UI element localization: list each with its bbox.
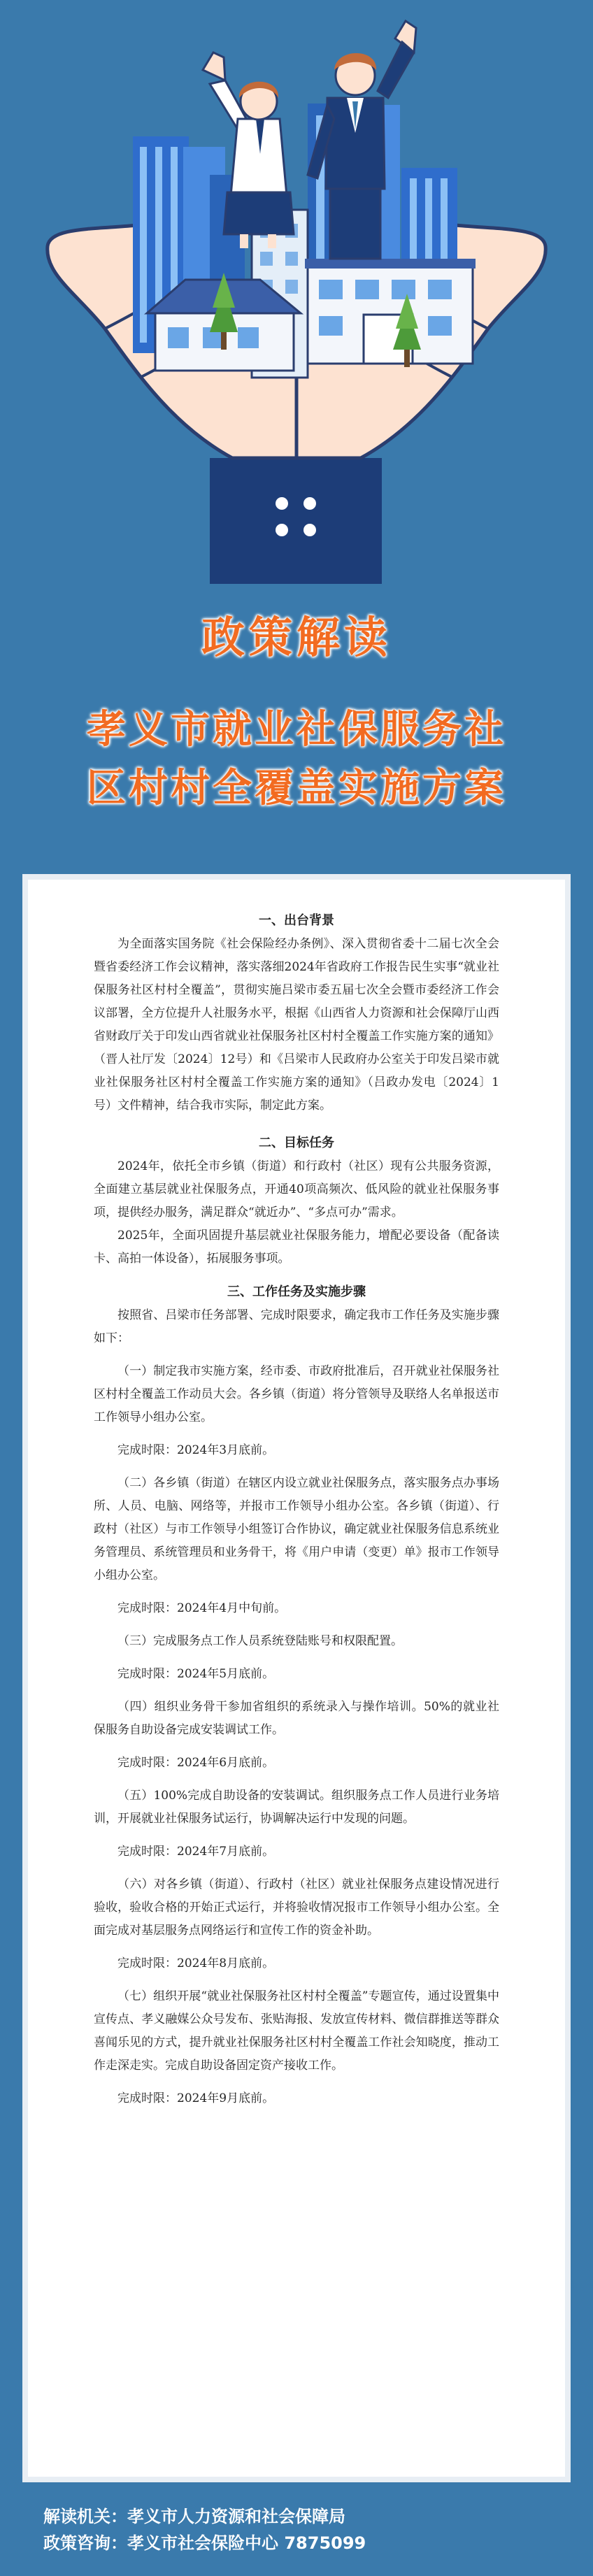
footer bbox=[43, 2503, 366, 2556]
paragraph: （二）各乡镇（街道）在辖区内设立就业社保服务点，落实服务点办事场所、人员、电脑、网络等，并报市工作领导小组办公室。各乡镇（街道）、行政村（社区）与市工作领导小组签订合作协议，确定就业社保服务信息系统业务管理员、系统管理员和业务骨干，将《用户申请（变更）单》报市工作领导小组办公室。 bbox=[94, 1476, 499, 1582]
section-heading-background: 一、出台背景 bbox=[259, 913, 334, 928]
paragraph: （五）100%完成自助设备的安装调试。组织服务点工作人员进行业务培训，开展就业社保服务试运行，协调解决运行中发现的问题。 bbox=[94, 1789, 499, 1826]
paragraph: 按照省、吕梁市任务部署、完成时限要求，确定我市工作任务及实施步骤如下： bbox=[94, 1308, 499, 1345]
deadline-text: 完成时限：2024年3月底前。 bbox=[117, 1443, 275, 1457]
deadline-text: 完成时限：2024年5月底前。 bbox=[117, 1667, 275, 1681]
city-buildings-icon bbox=[133, 103, 476, 378]
deadline-text: 完成时限：2024年7月底前。 bbox=[117, 1845, 275, 1859]
document-body bbox=[94, 909, 499, 2110]
paragraph: 2025年，全面巩固提升基层就业社保服务能力，增配必要设备（配备读卡、高拍一体设备），拓展服务事项。 bbox=[94, 1229, 499, 1266]
page-title-line: 孝义市就业社保服务社 bbox=[87, 707, 506, 752]
section-kicker: 政策解读 bbox=[201, 612, 392, 663]
hero-illustration bbox=[0, 0, 593, 594]
page-title-line: 区村村全覆盖实施方案 bbox=[87, 766, 506, 811]
paragraph: （四）组织业务骨干参加省组织的系统录入与操作培训。50%的就业社保服务自助设备完成安装调试工作。 bbox=[94, 1700, 499, 1737]
section-heading-steps: 三、工作任务及实施步骤 bbox=[227, 1285, 366, 1299]
paragraph: （三）完成服务点工作人员系统登陆账号和权限配置。 bbox=[117, 1634, 403, 1648]
deadline-text: 完成时限：2024年4月中旬前。 bbox=[117, 1601, 287, 1615]
footer-contact: 政策咨询：孝义市社会保险中心 7875099 bbox=[43, 2533, 366, 2553]
paragraph: 为全面落实国务院《社会保险经办条例》、深入贯彻省委十二届七次全会暨省委经济工作会议精神，落实落细2024年省政府工作报告民生实事“就业社保服务社区村村全覆盖”，贯彻实施吕梁市委五届七次全会暨市委经济工作会议部署，全方位提升人社服务水平，根据《山西省人力资源和社会保障厅山西省财政厅关于印发山西省就业社保服务社区村村全覆盖工作实施方案的通知》（晋人社厅发〔2024〕12号）和《吕梁市人民政府办公室关于印发吕梁市就业社保服务社区村村全覆盖工作实施方案的通知》（吕政办发电〔2024〕1号）文件精神，结合我市实际，制定此方案。 bbox=[94, 937, 499, 1112]
footer-issuer: 解读机关：孝义市人力资源和社会保障局 bbox=[43, 2507, 345, 2526]
paragraph: （七）组织开展“就业社保服务社区村村全覆盖”专题宣传，通过设置集中宣传点、孝义融媒公众号发布、张贴海报、发放宣传材料、微信群推送等群众喜闻乐见的方式，提升就业社保服务社区村村全覆盖工作社会知晓度，推动工作走深走实。完成自助设备固定资产接收工作。 bbox=[94, 1989, 499, 2073]
document-card bbox=[22, 874, 571, 2482]
deadline-text: 完成时限：2024年9月底前。 bbox=[117, 2091, 275, 2105]
paragraph: （六）对各乡镇（街道）、行政村（社区）就业社保服务点建设情况进行验收，验收合格的开始正式运行，并将验收情况报市工作领导小组办公室。全面完成对基层服务点网络运行和宣传工作的资金补助。 bbox=[94, 1877, 499, 1938]
section-heading-goals: 二、目标任务 bbox=[259, 1136, 334, 1150]
page-title bbox=[0, 701, 593, 818]
deadline-text: 完成时限：2024年8月底前。 bbox=[117, 1956, 275, 1970]
paragraph: 2024年，依托全市乡镇（街道）和行政村（社区）现有公共服务资源，全面建立基层就业社保服务点，开通40项高频次、低风险的就业社保服务事项，提供经办服务，满足群众“就近办”、“多点可办”需求。 bbox=[94, 1159, 499, 1219]
deadline-text: 完成时限：2024年6月底前。 bbox=[117, 1756, 275, 1770]
paragraph: （一）制定我市实施方案，经市委、市政府批准后，召开就业社保服务社区村村全覆盖工作动员大会。各乡镇（街道）将分管领导及联络人名单报送市工作领导小组办公室。 bbox=[94, 1364, 499, 1424]
